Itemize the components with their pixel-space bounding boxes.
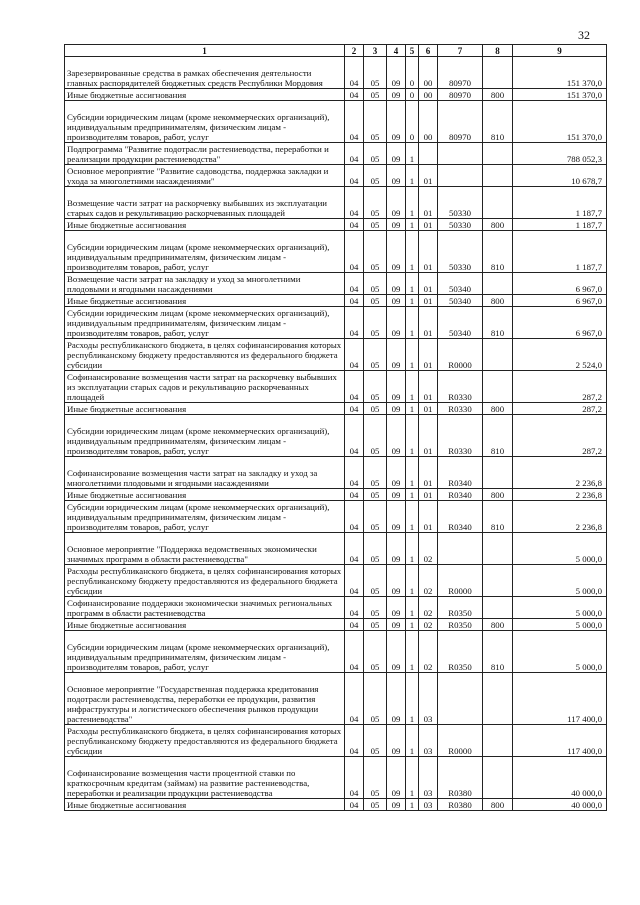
row-amount-cell: 40 000,0 (513, 757, 607, 799)
row-code-7-cell: 50330 (438, 231, 483, 273)
row-code-2-cell: 04 (345, 565, 364, 597)
row-code-5-cell: 1 (406, 673, 419, 725)
row-code-7-cell: 80970 (438, 101, 483, 143)
row-amount-cell: 117 400,0 (513, 725, 607, 757)
table-row (65, 339, 607, 371)
row-code-8-cell (483, 187, 513, 219)
row-code-2-cell: 04 (345, 619, 364, 631)
row-code-2-cell: 04 (345, 757, 364, 799)
row-code-6-cell: 01 (419, 403, 438, 415)
table-row (65, 725, 607, 757)
row-code-3-cell: 05 (364, 89, 387, 101)
row-amount-cell: 117 400,0 (513, 673, 607, 725)
row-code-3-cell: 05 (364, 307, 387, 339)
row-code-3-cell: 05 (364, 273, 387, 295)
header-row (65, 45, 607, 57)
row-code-8-cell: 810 (483, 631, 513, 673)
row-code-6-cell: 01 (419, 307, 438, 339)
row-code-7-cell: R0330 (438, 415, 483, 457)
row-code-3-cell: 05 (364, 457, 387, 489)
row-name-cell: Субсидии юридическим лицам (кроме некоммерческих организаций), индивидуальным предпринимателям, физическим лицам - производителям товаров, работ, услуг (65, 307, 345, 339)
row-code-6-cell: 01 (419, 273, 438, 295)
row-code-2-cell: 04 (345, 673, 364, 725)
row-code-6-cell: 00 (419, 57, 438, 89)
table-row (65, 165, 607, 187)
row-code-5-cell: 1 (406, 165, 419, 187)
row-code-3-cell: 05 (364, 219, 387, 231)
row-code-7-cell: R0000 (438, 725, 483, 757)
row-code-5-cell: 1 (406, 415, 419, 457)
table-row (65, 231, 607, 273)
row-name-cell: Софинансирование возмещения части затрат на закладку и уход за многолетними плодовыми и ягодными насаждениями (65, 457, 345, 489)
row-code-3-cell: 05 (364, 597, 387, 619)
row-code-2-cell: 04 (345, 533, 364, 565)
row-code-7-cell: R0340 (438, 489, 483, 501)
row-code-5-cell: 1 (406, 799, 419, 811)
row-amount-cell: 1 187,7 (513, 231, 607, 273)
row-code-5-cell: 0 (406, 89, 419, 101)
row-code-2-cell: 04 (345, 57, 364, 89)
row-code-2-cell: 04 (345, 725, 364, 757)
header-col-2: 2 (345, 45, 364, 57)
row-code-3-cell: 05 (364, 757, 387, 799)
table-row (65, 219, 607, 231)
header-col-8: 8 (483, 45, 513, 57)
row-amount-cell: 2 524,0 (513, 339, 607, 371)
row-code-2-cell: 04 (345, 415, 364, 457)
row-amount-cell: 6 967,0 (513, 273, 607, 295)
table-row (65, 307, 607, 339)
table-row (65, 415, 607, 457)
row-code-8-cell: 800 (483, 295, 513, 307)
row-code-2-cell: 04 (345, 273, 364, 295)
budget-table-container (64, 44, 606, 811)
table-row (65, 597, 607, 619)
row-name-cell: Субсидии юридическим лицам (кроме некоммерческих организаций), индивидуальным предпринимателям, физическим лицам - производителям товаров, работ, услуг (65, 101, 345, 143)
table-row (65, 489, 607, 501)
row-name-cell: Зарезервированные средства в рамках обеспечения деятельности главных распорядителей бюджетных средств Республики Мордовия (65, 57, 345, 89)
row-code-3-cell: 05 (364, 631, 387, 673)
row-name-cell: Возмещение части затрат на раскорчевку выбывших из эксплуатации старых садов и рекультивацию раскорчеванных площадей (65, 187, 345, 219)
row-code-6-cell: 00 (419, 101, 438, 143)
table-row (65, 143, 607, 165)
row-code-2-cell: 04 (345, 403, 364, 415)
table-row (65, 295, 607, 307)
table-row (65, 187, 607, 219)
table-row (65, 501, 607, 533)
row-code-5-cell: 1 (406, 231, 419, 273)
table-row (65, 57, 607, 89)
table-row (65, 757, 607, 799)
row-code-4-cell: 09 (387, 725, 406, 757)
row-code-7-cell: 80970 (438, 57, 483, 89)
row-code-6-cell: 03 (419, 757, 438, 799)
row-code-7-cell (438, 143, 483, 165)
row-code-8-cell: 810 (483, 231, 513, 273)
row-code-2-cell: 04 (345, 295, 364, 307)
row-code-2-cell: 04 (345, 489, 364, 501)
row-name-cell: Субсидии юридическим лицам (кроме некоммерческих организаций), индивидуальным предпринимателям, физическим лицам - производителям товаров, работ, услуг (65, 415, 345, 457)
row-code-4-cell: 09 (387, 219, 406, 231)
row-name-cell: Софинансирование возмещения части затрат на раскорчевку выбывших из эксплуатации старых садов и рекультивацию раскорчеванных площадей (65, 371, 345, 403)
row-code-4-cell: 09 (387, 231, 406, 273)
budget-table (64, 44, 607, 811)
row-code-6-cell: 01 (419, 187, 438, 219)
row-code-2-cell: 04 (345, 307, 364, 339)
row-code-3-cell: 05 (364, 295, 387, 307)
row-code-7-cell: 50340 (438, 307, 483, 339)
row-name-cell: Возмещение части затрат на закладку и уход за многолетними плодовыми и ягодными насаждениями (65, 273, 345, 295)
row-code-3-cell: 05 (364, 725, 387, 757)
row-code-3-cell: 05 (364, 143, 387, 165)
row-code-7-cell (438, 673, 483, 725)
row-code-8-cell: 810 (483, 501, 513, 533)
row-code-2-cell: 04 (345, 501, 364, 533)
row-code-7-cell: R0380 (438, 757, 483, 799)
row-code-4-cell: 09 (387, 757, 406, 799)
table-row (65, 631, 607, 673)
row-code-3-cell: 05 (364, 673, 387, 725)
row-code-4-cell: 09 (387, 57, 406, 89)
row-code-8-cell: 810 (483, 307, 513, 339)
row-name-cell: Иные бюджетные ассигнования (65, 403, 345, 415)
row-code-4-cell: 09 (387, 489, 406, 501)
row-code-4-cell: 09 (387, 273, 406, 295)
row-code-8-cell (483, 457, 513, 489)
row-code-6-cell: 01 (419, 165, 438, 187)
row-code-2-cell: 04 (345, 597, 364, 619)
row-code-2-cell: 04 (345, 231, 364, 273)
row-code-8-cell (483, 57, 513, 89)
row-code-7-cell: R0000 (438, 565, 483, 597)
row-code-4-cell: 09 (387, 307, 406, 339)
table-row (65, 101, 607, 143)
row-code-2-cell: 04 (345, 799, 364, 811)
row-code-2-cell: 04 (345, 165, 364, 187)
row-code-6-cell: 01 (419, 415, 438, 457)
table-row (65, 565, 607, 597)
row-code-5-cell: 1 (406, 339, 419, 371)
row-amount-cell: 10 678,7 (513, 165, 607, 187)
row-name-cell: Подпрограмма "Развитие подотрасли растениеводства, переработки и реализации продукции растениеводства" (65, 143, 345, 165)
row-name-cell: Иные бюджетные ассигнования (65, 295, 345, 307)
table-body (65, 57, 607, 811)
row-code-8-cell (483, 273, 513, 295)
row-code-3-cell: 05 (364, 565, 387, 597)
row-amount-cell: 5 000,0 (513, 533, 607, 565)
row-code-8-cell (483, 533, 513, 565)
header-col-9: 9 (513, 45, 607, 57)
header-col-4: 4 (387, 45, 406, 57)
row-code-8-cell (483, 371, 513, 403)
row-code-3-cell: 05 (364, 415, 387, 457)
row-code-4-cell: 09 (387, 415, 406, 457)
row-code-6-cell: 01 (419, 219, 438, 231)
row-amount-cell: 40 000,0 (513, 799, 607, 811)
row-code-6-cell: 02 (419, 597, 438, 619)
row-code-3-cell: 05 (364, 165, 387, 187)
row-code-7-cell: R0330 (438, 371, 483, 403)
row-name-cell: Основное мероприятие "Развитие садоводства, поддержка закладки и ухода за многолетними насаждениями" (65, 165, 345, 187)
row-code-6-cell: 03 (419, 725, 438, 757)
row-amount-cell: 287,2 (513, 371, 607, 403)
row-code-4-cell: 09 (387, 597, 406, 619)
row-name-cell: Софинансирование возмещения части процентной ставки по краткосрочным кредитам (займам) на развитие растениеводства, переработки и реализации продукции растениеводства (65, 757, 345, 799)
row-code-4-cell: 09 (387, 533, 406, 565)
table-row (65, 457, 607, 489)
row-code-7-cell: R0340 (438, 501, 483, 533)
row-code-2-cell: 04 (345, 339, 364, 371)
row-code-5-cell: 1 (406, 307, 419, 339)
row-code-4-cell: 09 (387, 673, 406, 725)
row-code-7-cell: R0350 (438, 631, 483, 673)
row-name-cell: Иные бюджетные ассигнования (65, 489, 345, 501)
row-code-4-cell: 09 (387, 101, 406, 143)
row-code-4-cell: 09 (387, 501, 406, 533)
row-code-8-cell: 800 (483, 489, 513, 501)
row-amount-cell: 5 000,0 (513, 597, 607, 619)
row-code-4-cell: 09 (387, 89, 406, 101)
row-code-7-cell: R0330 (438, 403, 483, 415)
row-code-6-cell: 02 (419, 565, 438, 597)
row-code-4-cell: 09 (387, 187, 406, 219)
row-code-6-cell: 01 (419, 489, 438, 501)
row-amount-cell: 6 967,0 (513, 295, 607, 307)
table-row (65, 89, 607, 101)
row-code-3-cell: 05 (364, 799, 387, 811)
row-code-6-cell: 02 (419, 619, 438, 631)
row-name-cell: Иные бюджетные ассигнования (65, 799, 345, 811)
row-amount-cell: 6 967,0 (513, 307, 607, 339)
row-code-3-cell: 05 (364, 489, 387, 501)
row-code-5-cell: 1 (406, 489, 419, 501)
row-code-7-cell: 50330 (438, 187, 483, 219)
row-name-cell: Расходы республиканского бюджета, в целях софинансирования которых республиканскому бюджету предоставляются из федерального бюджета субсидии (65, 565, 345, 597)
row-code-7-cell: 50330 (438, 219, 483, 231)
row-code-4-cell: 09 (387, 143, 406, 165)
row-code-5-cell: 1 (406, 533, 419, 565)
row-amount-cell: 151 370,0 (513, 89, 607, 101)
row-code-5-cell: 1 (406, 501, 419, 533)
table-row (65, 403, 607, 415)
row-code-8-cell: 800 (483, 799, 513, 811)
row-name-cell: Софинансирование поддержки экономически значимых региональных программ в области растениеводства (65, 597, 345, 619)
row-name-cell: Основное мероприятие "Государственная поддержка кредитования подотрасли растениеводства, переработки ее продукции, развития инфраструктуры и логистического обеспечения рынков продукции растениеводства" (65, 673, 345, 725)
row-code-8-cell: 800 (483, 403, 513, 415)
row-code-5-cell: 1 (406, 295, 419, 307)
row-code-6-cell: 03 (419, 673, 438, 725)
row-code-6-cell: 01 (419, 231, 438, 273)
row-code-5-cell: 1 (406, 597, 419, 619)
row-name-cell: Иные бюджетные ассигнования (65, 619, 345, 631)
row-code-5-cell: 0 (406, 101, 419, 143)
table-row (65, 273, 607, 295)
row-name-cell: Иные бюджетные ассигнования (65, 89, 345, 101)
row-code-8-cell (483, 597, 513, 619)
row-code-5-cell: 1 (406, 631, 419, 673)
row-code-5-cell: 0 (406, 57, 419, 89)
row-code-3-cell: 05 (364, 371, 387, 403)
row-code-7-cell: R0340 (438, 457, 483, 489)
row-code-5-cell: 1 (406, 273, 419, 295)
row-code-7-cell (438, 533, 483, 565)
row-code-3-cell: 05 (364, 501, 387, 533)
row-code-2-cell: 04 (345, 219, 364, 231)
row-code-4-cell: 09 (387, 799, 406, 811)
row-code-7-cell: R0000 (438, 339, 483, 371)
header-col-7: 7 (438, 45, 483, 57)
row-amount-cell: 2 236,8 (513, 501, 607, 533)
row-code-5-cell: 1 (406, 403, 419, 415)
row-code-5-cell: 1 (406, 757, 419, 799)
table-row (65, 799, 607, 811)
row-name-cell: Субсидии юридическим лицам (кроме некоммерческих организаций), индивидуальным предпринимателям, физическим лицам - производителям товаров, работ, услуг (65, 501, 345, 533)
row-code-6-cell (419, 143, 438, 165)
row-name-cell: Расходы республиканского бюджета, в целях софинансирования которых республиканскому бюджету предоставляются из федерального бюджета субсидии (65, 725, 345, 757)
row-code-6-cell: 00 (419, 89, 438, 101)
row-code-8-cell: 810 (483, 415, 513, 457)
row-code-8-cell (483, 673, 513, 725)
table-row (65, 371, 607, 403)
row-code-6-cell: 02 (419, 533, 438, 565)
row-code-2-cell: 04 (345, 101, 364, 143)
row-code-7-cell: R0350 (438, 619, 483, 631)
row-code-8-cell (483, 757, 513, 799)
row-code-7-cell: 50340 (438, 273, 483, 295)
row-code-3-cell: 05 (364, 339, 387, 371)
row-code-7-cell (438, 165, 483, 187)
table-row (65, 619, 607, 631)
row-name-cell: Расходы республиканского бюджета, в целях софинансирования которых республиканскому бюджету предоставляются из федерального бюджета субсидии (65, 339, 345, 371)
row-code-3-cell: 05 (364, 231, 387, 273)
row-code-8-cell (483, 339, 513, 371)
row-code-7-cell: 80970 (438, 89, 483, 101)
row-code-2-cell: 04 (345, 457, 364, 489)
row-code-2-cell: 04 (345, 631, 364, 673)
row-code-5-cell: 1 (406, 457, 419, 489)
row-amount-cell: 1 187,7 (513, 187, 607, 219)
row-code-7-cell: R0380 (438, 799, 483, 811)
row-amount-cell: 5 000,0 (513, 565, 607, 597)
row-code-6-cell: 01 (419, 457, 438, 489)
row-amount-cell: 2 236,8 (513, 457, 607, 489)
header-col-5: 5 (406, 45, 419, 57)
row-code-4-cell: 09 (387, 371, 406, 403)
row-code-4-cell: 09 (387, 457, 406, 489)
row-code-8-cell (483, 165, 513, 187)
row-code-4-cell: 09 (387, 631, 406, 673)
header-col-6: 6 (419, 45, 438, 57)
row-code-8-cell: 800 (483, 89, 513, 101)
row-code-8-cell: 800 (483, 619, 513, 631)
row-name-cell: Субсидии юридическим лицам (кроме некоммерческих организаций), индивидуальным предпринимателям, физическим лицам - производителям товаров, работ, услуг (65, 631, 345, 673)
row-code-5-cell: 1 (406, 565, 419, 597)
row-code-2-cell: 04 (345, 89, 364, 101)
row-code-5-cell: 1 (406, 619, 419, 631)
row-code-3-cell: 05 (364, 619, 387, 631)
row-amount-cell: 788 052,3 (513, 143, 607, 165)
row-code-7-cell: 50340 (438, 295, 483, 307)
row-code-6-cell: 01 (419, 339, 438, 371)
row-code-6-cell: 02 (419, 631, 438, 673)
row-code-2-cell: 04 (345, 187, 364, 219)
table-row (65, 533, 607, 565)
row-code-4-cell: 09 (387, 619, 406, 631)
row-code-2-cell: 04 (345, 371, 364, 403)
row-code-6-cell: 01 (419, 371, 438, 403)
row-code-8-cell (483, 143, 513, 165)
row-code-3-cell: 05 (364, 187, 387, 219)
header-col-1: 1 (65, 45, 345, 57)
row-code-4-cell: 09 (387, 339, 406, 371)
row-code-5-cell: 1 (406, 219, 419, 231)
row-code-8-cell: 810 (483, 101, 513, 143)
row-code-3-cell: 05 (364, 101, 387, 143)
row-amount-cell: 151 370,0 (513, 101, 607, 143)
row-code-5-cell: 1 (406, 187, 419, 219)
row-name-cell: Субсидии юридическим лицам (кроме некоммерческих организаций), индивидуальным предпринимателям, физическим лицам - производителям товаров, работ, услуг (65, 231, 345, 273)
row-code-4-cell: 09 (387, 403, 406, 415)
row-code-4-cell: 09 (387, 165, 406, 187)
row-name-cell: Основное мероприятие "Поддержка ведомственных экономически значимых программ в области растениеводства" (65, 533, 345, 565)
row-amount-cell: 2 236,8 (513, 489, 607, 501)
row-code-3-cell: 05 (364, 533, 387, 565)
row-code-8-cell (483, 725, 513, 757)
row-amount-cell: 5 000,0 (513, 631, 607, 673)
row-code-7-cell: R0350 (438, 597, 483, 619)
header-col-3: 3 (364, 45, 387, 57)
row-amount-cell: 151 370,0 (513, 57, 607, 89)
row-code-6-cell: 01 (419, 501, 438, 533)
row-code-6-cell: 03 (419, 799, 438, 811)
row-code-5-cell: 1 (406, 725, 419, 757)
row-code-4-cell: 09 (387, 295, 406, 307)
row-code-4-cell: 09 (387, 565, 406, 597)
page-number: 32 (578, 28, 590, 42)
row-amount-cell: 287,2 (513, 415, 607, 457)
row-code-3-cell: 05 (364, 403, 387, 415)
row-amount-cell: 287,2 (513, 403, 607, 415)
row-code-8-cell (483, 565, 513, 597)
row-name-cell: Иные бюджетные ассигнования (65, 219, 345, 231)
row-amount-cell: 1 187,7 (513, 219, 607, 231)
row-code-6-cell: 01 (419, 295, 438, 307)
row-code-5-cell: 1 (406, 143, 419, 165)
row-code-8-cell: 800 (483, 219, 513, 231)
row-code-3-cell: 05 (364, 57, 387, 89)
row-amount-cell: 5 000,0 (513, 619, 607, 631)
row-code-2-cell: 04 (345, 143, 364, 165)
row-code-5-cell: 1 (406, 371, 419, 403)
table-row (65, 673, 607, 725)
